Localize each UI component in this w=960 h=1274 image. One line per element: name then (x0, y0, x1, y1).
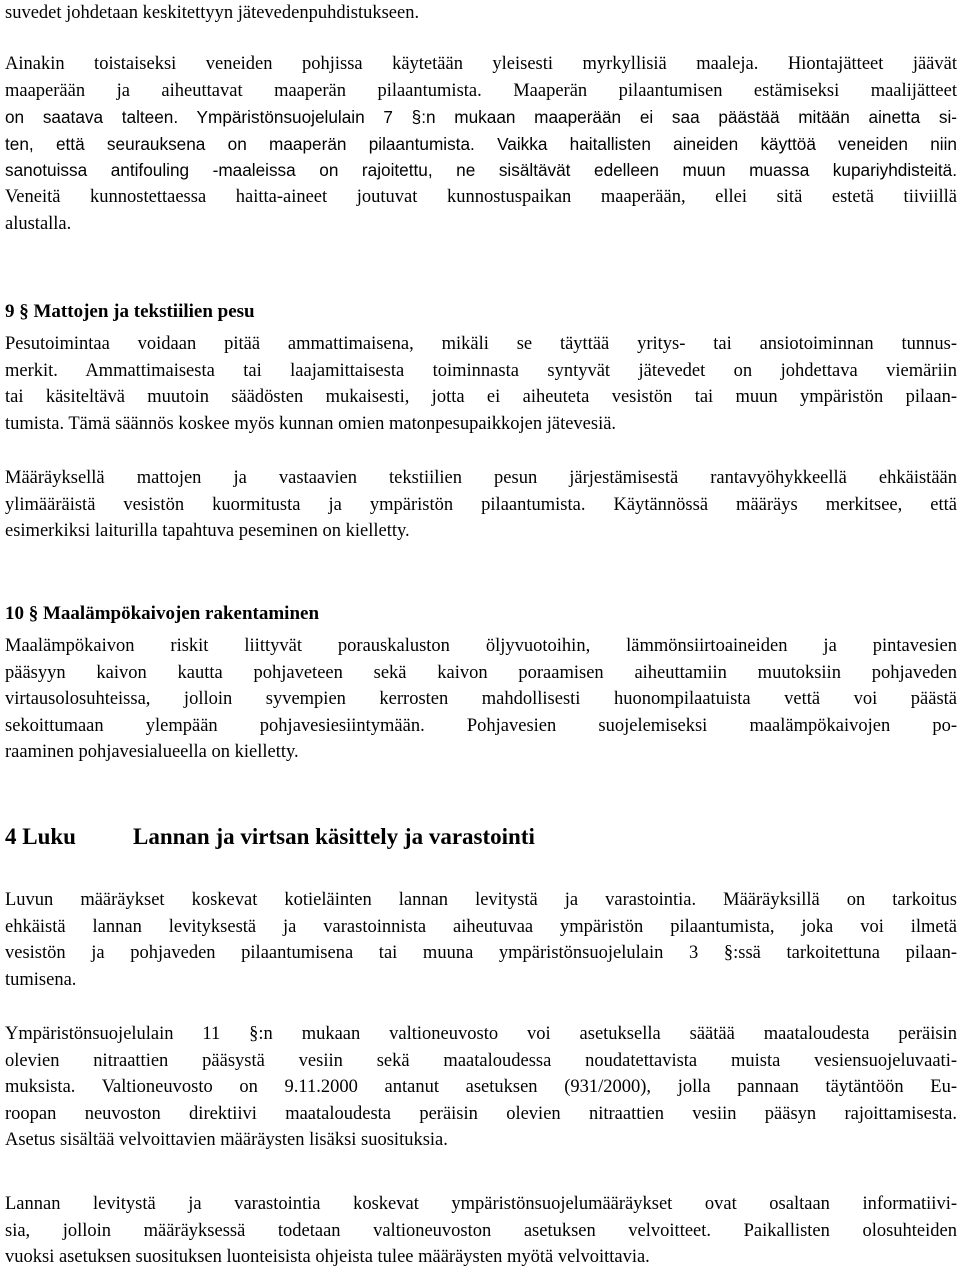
text-line: raaminen pohjavesialueella on kielletty. (5, 742, 299, 763)
paragraph-geothermal-wells (5, 633, 957, 766)
text-line: virtausolosuhteissa, jolloin syvempien kerrosten mahdollisesti huonompilaatuista vettä voi päästä (5, 689, 957, 710)
section-heading-9: 9 § Mattojen ja tekstiilien pesu (5, 301, 255, 322)
text-line: vesistön ja pohjaveden pilaantumisena tai muuna ympäristönsuojelulain 3 §:ssä tarkoitettuna pilaan- (5, 943, 957, 964)
text-line: Ympäristönsuojelulain 11 §:n mukaan valtioneuvosto voi asetuksella säätää maataloudesta peräisin (5, 1024, 957, 1044)
text-line: ylimääräistä vesistön kuormitusta ja ympäristön pilaantumista. Käytännössä määräys merkitsee, että (5, 494, 957, 515)
text-line: on saatava talteen. Ympäristönsuojelulain 7 §:n mukaan maaperään ei saa päästää mitään ainetta si- (5, 107, 957, 128)
text-line: Luvun määräykset koskevat kotieläinten lannan levitystä ja varastointia. Määräyksillä on tarkoitus (5, 890, 957, 910)
text-line: sia, jolloin määräyksessä todetaan valtioneuvoston asetuksen velvoitteet. Paikallisten olosuhteiden (5, 1220, 957, 1241)
paragraph-manure-intro (5, 887, 957, 993)
text-line: Lannan levitystä ja varastointia koskevat ympäristönsuojelumääräykset ovat osaltaan informatiivi- (5, 1194, 957, 1214)
text-line: olevien nitraattien pääsystä vesiin sekä maataloudessa noudatettavista muista vesiensuojeluvaati- (5, 1050, 957, 1071)
text-line: sanotuissa antifouling -maaleissa on rajoitettu, ne sisältävät edelleen muun muassa kupariyhdisteitä. (5, 160, 957, 181)
text-line: alustalla. (5, 213, 72, 234)
text-line: roopan neuvoston direktiivi maataloudesta peräisin olevien nitraattien vesiin pääsyn rajoittamisesta. (5, 1103, 957, 1124)
text-line: Pesutoimintaa voidaan pitää ammattimaisena, mikäli se täyttää yritys- tai ansiotoiminnan tunnus- (5, 334, 957, 354)
section-heading-10: 10 § Maalämpökaivojen rakentaminen (5, 603, 320, 624)
text-line: tumisena. (5, 969, 77, 990)
text-line: tumista. Tämä säännös koskee myös kunnan omien matonpesupaikkojen jätevesiä. (5, 413, 617, 434)
text-line: esimerkiksi laiturilla tapahtuva peseminen on kielletty. (5, 521, 410, 542)
paragraph (5, 0, 957, 27)
text-line: maaperään ja aiheuttavat maaperän pilaantumista. Maaperän pilaantumisen estämiseksi maalijätteet (5, 80, 957, 101)
text-line: Ainakin toistaiseksi veneiden pohjissa käytetään yleisesti myrkyllisiä maaleja. Hiontajätteet jäävät (5, 54, 957, 74)
paragraph-boat-paints (5, 51, 957, 237)
paragraph-carpet-washing (5, 331, 957, 437)
text-line: merkit. Ammattimaisesta tai laajamittaisesta toiminnasta syntyvät jätevedet on johdettava viemäriin (5, 360, 957, 381)
chapter-number: 4 Luku (5, 824, 76, 849)
text-line: Veneitä kunnostettaessa haitta-aineet joutuvat kunnostuspaikan maaperään, ellei sitä estetä tiiviillä (5, 186, 957, 207)
text-line: sekoittumaan ylempään pohjavesiesiintymään. Pohjavesien suojelemiseksi maalämpökaivojen po- (5, 715, 957, 736)
chapter-title: Lannan ja virtsan käsittely ja varastointi (133, 824, 535, 849)
paragraph-nitrates-decree (5, 1021, 957, 1154)
text-line: tai käsiteltävä muutoin säädösten mukaisesti, jotta ei aiheuteta vesistön tai muun ympäristön pilaan- (5, 387, 957, 408)
paragraph-carpet-regulation (5, 465, 957, 545)
text-line: ten, että seurauksena on maaperän pilaantumista. Vaikka haitallisten aineiden käyttöä veneiden niin (5, 133, 957, 154)
text-line: Asetus sisältää velvoittavien määräysten lisäksi suosituksia. (5, 1130, 448, 1151)
text-line: suvedet johdetaan keskitettyyn jätevedenpuhdistukseen. (5, 3, 420, 23)
text-line: Maalämpökaivon riskit liittyvät porauskaluston öljyvuotoihin, lämmönsiirtoaineiden ja pintavesien (5, 636, 957, 656)
text-line: muksista. Valtioneuvosto on 9.11.2000 antanut asetuksen (931/2000), jolla pannaan täytäntöön Eu- (5, 1077, 957, 1098)
text-line: ehkäistä lannan levityksestä ja varastoinnista aiheutuvaa ympäristön pilaantumista, joka voi ilmetä (5, 916, 957, 937)
text-line: Määräyksellä mattojen ja vastaavien tekstiilien pesun järjestämisestä rantavyöhykkeellä ehkäistään (5, 468, 957, 488)
text-line: pääsyyn kaivon kautta pohjaveteen sekä kaivon poraamisen aiheuttamiin muutoksiin pohjaveden (5, 662, 957, 683)
chapter-heading-4 (5, 822, 535, 852)
paragraph-informative-regulations (5, 1191, 957, 1271)
text-line: vuoksi asetuksen suosituksen luonteisista ohjeista tulee määräysten myötä velvoittavia. (5, 1247, 650, 1268)
